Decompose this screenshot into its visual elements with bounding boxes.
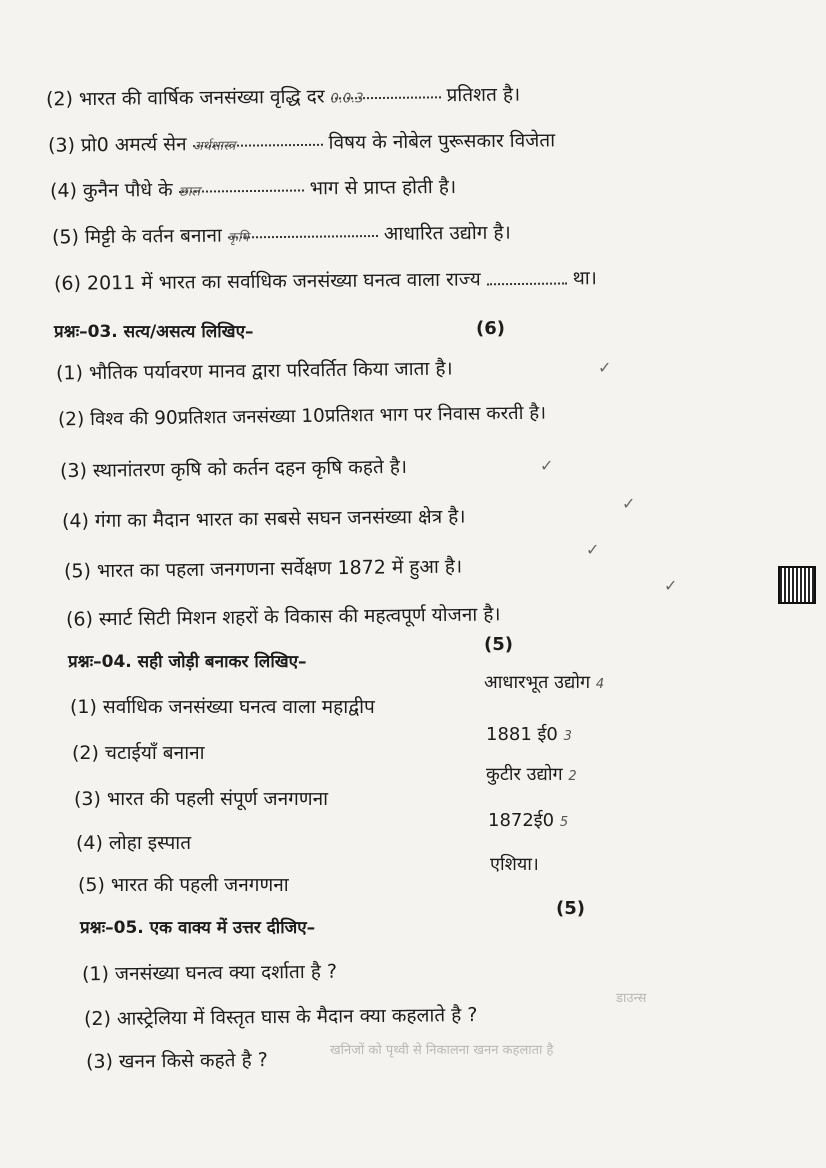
handwritten-match: 4 [595, 677, 605, 692]
handwritten-answer: छाल [178, 184, 201, 200]
question-text-end: विषय के नोबेल पुरूसकार विजेता [328, 129, 556, 154]
item-number: (5) [78, 874, 105, 896]
answer-blank [192, 130, 322, 155]
item-number: (3) [59, 459, 88, 483]
item-number: (1) [55, 362, 84, 385]
answer-blank [227, 221, 378, 246]
match-right-4 [488, 808, 568, 832]
match-left-3 [74, 786, 328, 812]
question-text-end: प्रतिशत है। [446, 83, 521, 107]
question-text: भारत की वार्षिक जनसंख्या वृद्धि दर [78, 85, 325, 111]
item-number: (4) [76, 832, 103, 854]
match-right-2 [486, 722, 572, 746]
item-number: (3) [47, 134, 76, 157]
handwritten-match: 2 [568, 769, 577, 784]
item-number: (2) [83, 1007, 112, 1031]
question-text-end: भाग से प्राप्त होती है। [309, 175, 457, 200]
section-heading-q4: प्रश्नः–04. सही जोड़ी बनाकर लिखिए– [68, 652, 307, 672]
item-number: (6) [53, 272, 82, 295]
true-false-item-4 [62, 504, 466, 535]
statement-text: स्मार्ट सिटी मिशन शहरों के विकास की महत्वपूर्ण योजना है। [98, 603, 501, 631]
fill-blank-2 [46, 82, 520, 113]
answer-blank [330, 82, 440, 107]
question-text: कुनैन पौधे के [82, 178, 173, 202]
item-number: (5) [63, 560, 92, 583]
item-number: (2) [45, 88, 74, 111]
match-right-1 [484, 670, 604, 694]
true-false-item-6 [66, 601, 501, 632]
question-text: प्रो0 अमर्त्य सेन [80, 133, 187, 157]
fill-blank-3 [48, 127, 555, 158]
question-text: मिट्टी के वर्तन बनाना [84, 224, 222, 249]
match-right-3 [486, 762, 577, 786]
section-marks-q3: (6) [476, 318, 505, 339]
match-left-1 [70, 694, 375, 720]
handwritten-answer: कृषि [227, 230, 249, 246]
question-text-end: था। [572, 267, 598, 290]
section-marks-q5: (5) [556, 898, 585, 919]
match-right-text: आधारभूत उद्योग [484, 672, 591, 693]
true-false-item-3 [60, 454, 407, 484]
item-number: (4) [61, 510, 90, 533]
fill-blank-4 [50, 174, 456, 204]
tick-mark-icon: ✓ [540, 456, 554, 475]
handwritten-answer: 0.0.3 [330, 91, 364, 107]
item-number: (1) [81, 963, 110, 986]
question-text: 2011 में भारत का सर्वाधिक जनसंख्या घनत्व वाला राज्य [86, 268, 481, 295]
match-left-text: भारत की पहली जनगणना [110, 874, 289, 896]
item-number: (2) [72, 742, 99, 764]
match-right-text: 1881 ई0 [486, 724, 558, 745]
item-number: (5) [51, 226, 80, 249]
question-text: खनन किसे कहते है ? [118, 1049, 268, 1073]
item-number: (4) [49, 179, 78, 203]
answer-blank [178, 175, 304, 200]
section-heading-q3: प्रश्नः–03. सत्य/असत्य लिखिए– [54, 322, 254, 342]
match-left-4 [76, 830, 191, 856]
short-answer-item-1 [82, 959, 337, 988]
statement-text: भौतिक पर्यावरण मानव द्वारा परिवर्तित किया जाता है। [88, 357, 453, 385]
item-number: (1) [70, 696, 97, 718]
question-text: जनसंख्या घनत्व क्या दर्शाता है ? [114, 960, 338, 985]
handwritten-answer: खनिजों को पृथ्वी से निकालना खनन कहलाता है [330, 1043, 554, 1058]
match-left-text: चटाईयाँ बनाना [104, 742, 205, 764]
item-number: (6) [65, 608, 94, 631]
match-left-2 [72, 740, 205, 766]
true-false-item-1 [56, 356, 453, 387]
qr-code-icon [778, 566, 816, 604]
fill-blank-6 [54, 265, 597, 297]
true-false-item-2 [58, 401, 546, 434]
statement-text: स्थानांतरण कृषि को कर्तन दहन कृषि कहते है। [92, 455, 408, 482]
handwritten-answer: अर्थशास्त्र [192, 138, 236, 155]
tick-mark-icon: ✓ [586, 540, 600, 559]
item-number: (3) [85, 1050, 114, 1073]
question-text: आस्ट्रेलिया में विस्तृत घास के मैदान क्या कहलाते है ? [116, 1003, 478, 1030]
question-text-end: आधारित उद्योग है। [383, 221, 511, 245]
tick-mark-icon: ✓ [622, 494, 636, 513]
tick-mark-icon: ✓ [598, 358, 612, 377]
match-right-text: 1872ई0 [488, 810, 555, 831]
match-left-text: सर्वाधिक जनसंख्या घनत्व वाला महाद्वीप [102, 696, 375, 718]
statement-text: विश्व की 90प्रतिशत जनसंख्या 10प्रतिशत भाग पर निवास करती है। [90, 402, 547, 430]
tick-mark-icon: ✓ [664, 576, 678, 595]
statement-text: गंगा का मैदान भारत का सबसे सघन जनसंख्या क्षेत्र है। [94, 505, 466, 533]
short-answer-item-3 [86, 1047, 268, 1075]
match-right-text: कुटीर उद्योग [486, 764, 563, 785]
handwritten-match: 5 [559, 815, 569, 830]
short-answer-item-2 [84, 1002, 478, 1032]
match-left-text: भारत की पहली संपूर्ण जनगणना [106, 788, 329, 810]
section-marks-q4: (5) [484, 634, 513, 655]
match-right-5 [490, 852, 539, 876]
handwritten-match: 3 [563, 729, 572, 744]
match-left-text: लोहा इस्पात [108, 832, 192, 854]
match-right-text: एशिया। [490, 854, 539, 875]
item-number: (2) [57, 409, 85, 431]
section-heading-q5: प्रश्नः–05. एक वाक्य में उत्तर दीजिए– [80, 918, 316, 938]
true-false-item-5 [64, 554, 462, 585]
fill-blank-5 [52, 220, 511, 251]
statement-text: भारत का पहला जनगणना सर्वेक्षण 1872 में हुआ है। [96, 555, 463, 583]
item-number: (3) [74, 788, 101, 810]
handwritten-answer: डाउन्स [616, 991, 647, 1006]
match-left-5 [78, 872, 289, 898]
answer-blank [487, 268, 567, 285]
